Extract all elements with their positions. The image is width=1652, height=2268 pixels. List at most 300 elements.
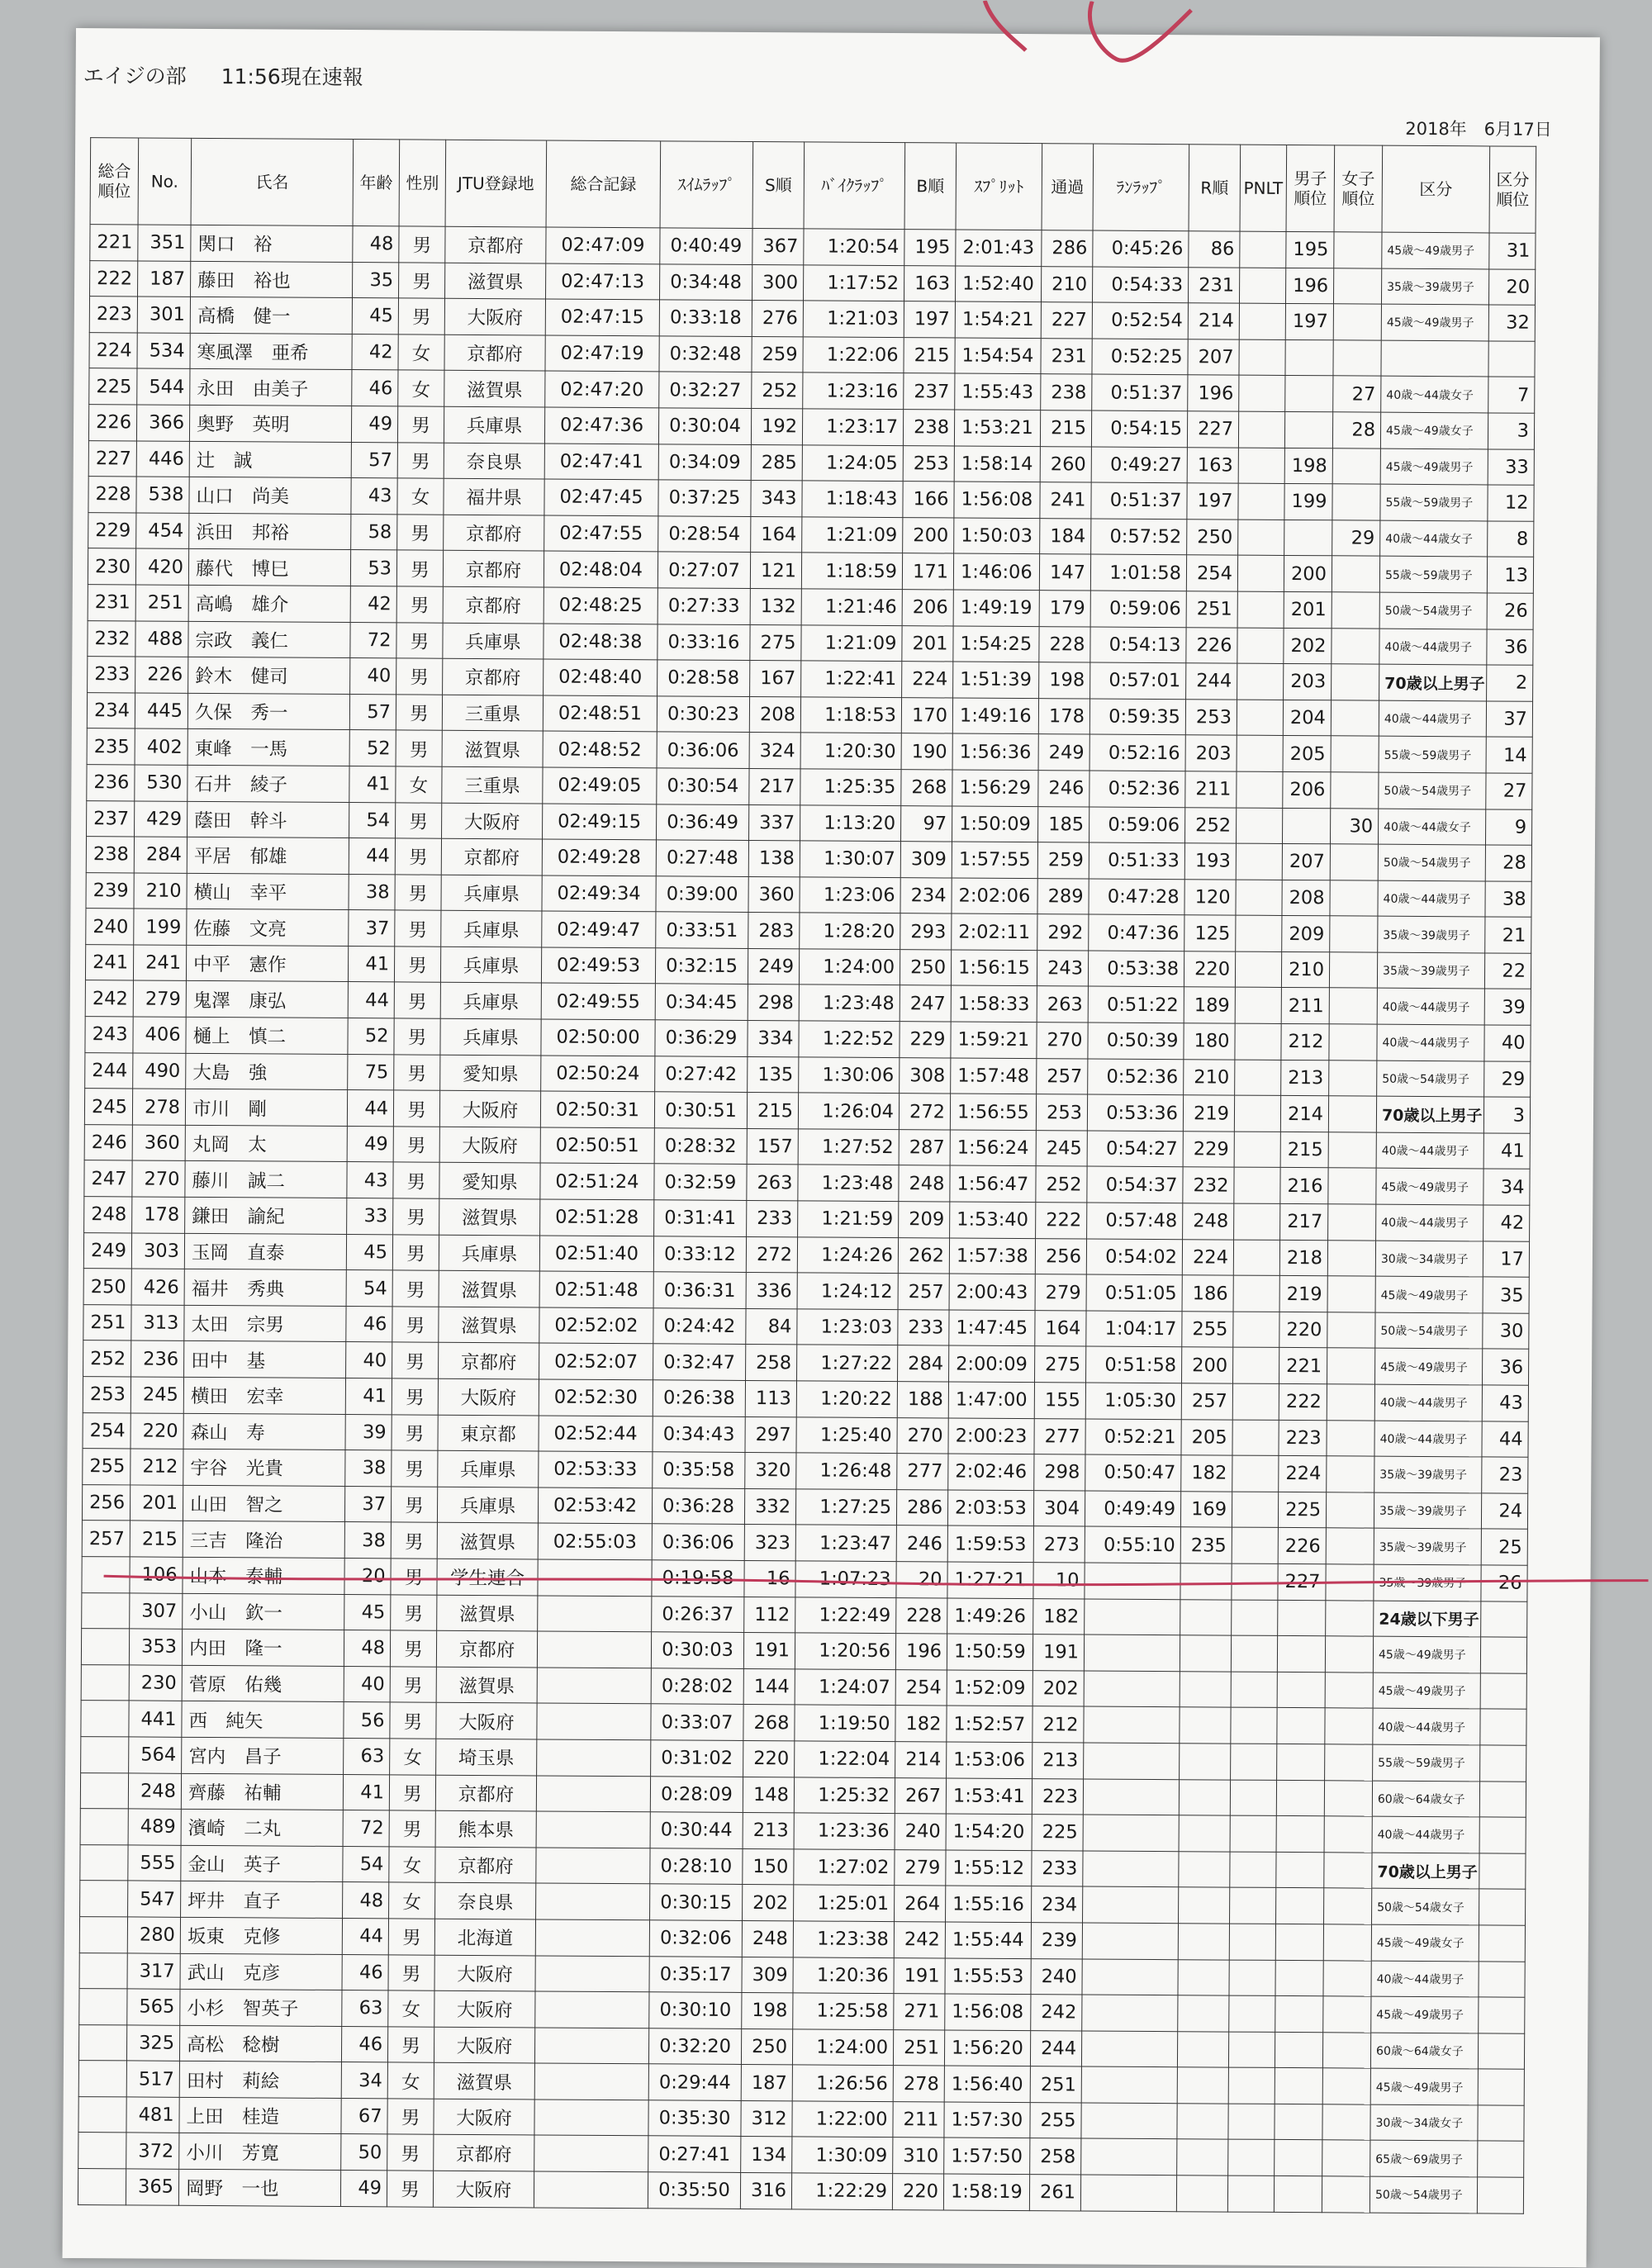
table-cell: 02:50:51 [540, 1127, 654, 1164]
table-cell: 323 [744, 1525, 795, 1561]
table-cell [1332, 484, 1380, 520]
table-cell: 211 [1185, 771, 1237, 808]
table-cell [1180, 1671, 1231, 1707]
table-cell: 167 [750, 661, 801, 697]
table-cell: 藤田 裕也 [191, 261, 353, 298]
table-cell: 210 [1184, 1059, 1235, 1095]
section-title: エイジの部 [83, 64, 187, 88]
table-cell [78, 2061, 126, 2097]
table-cell: 426 [131, 1269, 184, 1305]
table-cell: 02:48:38 [544, 624, 657, 660]
table-cell: 0:34:43 [653, 1416, 745, 1452]
table-cell: 0:59:06 [1089, 807, 1184, 843]
table-cell: 35歳～39歳男子 [1374, 1564, 1481, 1601]
table-cell: 275 [750, 624, 801, 661]
table-cell: 564 [129, 1737, 182, 1773]
table-cell: 163 [1187, 447, 1238, 483]
table-cell: 52 [349, 730, 396, 766]
column-header: ｽﾌﾟﾘｯﾄ [956, 143, 1042, 230]
table-cell [78, 2024, 126, 2061]
table-cell: 大阪府 [438, 1378, 539, 1415]
table-cell: 49 [351, 406, 397, 443]
table-cell [1236, 915, 1282, 951]
table-cell: 196 [1188, 375, 1239, 411]
table-cell: 28 [1332, 412, 1380, 448]
table-cell: 菅原 佑幾 [182, 1665, 344, 1702]
table-cell [1327, 1240, 1375, 1276]
table-cell: 1:23:36 [794, 1813, 895, 1849]
table-cell: 1:30:07 [800, 841, 900, 877]
table-cell: 235 [1180, 1527, 1232, 1563]
table-cell [1228, 2104, 1275, 2140]
table-cell: 寒風澤 亜希 [190, 333, 352, 370]
table-cell [1275, 1924, 1323, 1960]
table-cell [1234, 1132, 1280, 1168]
table-cell [1232, 1420, 1279, 1456]
table-cell: 36 [1482, 1349, 1528, 1385]
table-cell [535, 1955, 649, 1991]
table-cell: 530 [135, 765, 188, 801]
table-cell: 372 [126, 2133, 179, 2169]
table-cell [1332, 448, 1380, 484]
table-cell: 1:27:52 [798, 1129, 899, 1165]
table-cell: 小杉 智英子 [180, 1989, 342, 2026]
table-cell: 250 [900, 949, 951, 985]
table-cell: 565 [127, 1989, 180, 2025]
table-cell: 02:49:05 [543, 767, 657, 804]
table-cell [1237, 628, 1284, 664]
column-header: ｽｲﾑﾗｯﾌﾟ [660, 141, 753, 229]
table-cell: 45歳～49歳男子 [1373, 1636, 1480, 1673]
table-cell [1276, 1852, 1324, 1888]
table-cell: 久保 秀一 [188, 693, 349, 730]
table-cell: 337 [749, 804, 800, 841]
table-cell [1275, 1996, 1323, 2033]
table-cell: 272 [899, 1094, 950, 1130]
table-cell [1479, 1997, 1525, 2033]
table-cell: 251 [1030, 2066, 1081, 2103]
table-cell: 196 [895, 1634, 947, 1670]
table-cell: 446 [136, 441, 189, 477]
table-cell [1327, 1276, 1375, 1312]
table-cell: 199 [134, 909, 187, 945]
table-cell [1478, 2069, 1524, 2105]
table-cell [1322, 2104, 1370, 2141]
table-cell [1228, 2032, 1275, 2068]
table-cell [1232, 1600, 1278, 1636]
table-cell: 256 [82, 1484, 130, 1521]
table-cell [537, 1631, 651, 1668]
table-cell: 240 [86, 909, 134, 945]
sheet-date: 2018年 6月17日 [1405, 118, 1552, 140]
table-cell: 0:33:18 [659, 300, 752, 336]
table-cell: 0:54:13 [1090, 627, 1186, 663]
table-cell [78, 2096, 126, 2133]
table-cell [1084, 1743, 1180, 1779]
table-cell [1235, 1060, 1281, 1096]
table-cell [1330, 880, 1378, 916]
table-cell: 184 [1040, 518, 1091, 554]
table-cell: 227 [1278, 1563, 1326, 1600]
table-cell: 246 [84, 1124, 132, 1160]
table-cell [1238, 448, 1284, 484]
table-cell: 169 [1180, 1491, 1232, 1527]
table-cell [1478, 2105, 1524, 2142]
table-cell [1082, 1958, 1178, 1995]
table-cell: 0:52:25 [1092, 339, 1188, 375]
table-cell: 大阪府 [444, 298, 545, 335]
table-cell: 1:25:35 [800, 769, 901, 805]
table-cell: 1:28:20 [800, 913, 900, 949]
table-cell: 男 [399, 262, 445, 298]
table-cell: 38 [344, 1522, 391, 1559]
table-cell: 23 [1482, 1457, 1528, 1493]
table-cell: 02:47:15 [545, 299, 659, 335]
table-cell: 65歳～69歳男子 [1370, 2141, 1478, 2177]
table-cell [80, 1844, 128, 1881]
table-cell: 1:20:54 [804, 229, 904, 265]
table-cell [1480, 1673, 1526, 1710]
table-cell: 0:32:20 [648, 2028, 741, 2064]
table-cell: 40 [350, 658, 396, 695]
table-cell: 188 [897, 1382, 948, 1418]
table-cell: 1:47:45 [949, 1310, 1035, 1346]
table-cell: 202 [1284, 628, 1332, 664]
table-cell: 1:23:47 [795, 1525, 896, 1561]
table-cell: 208 [749, 696, 800, 733]
table-cell: 63 [344, 1738, 390, 1774]
table-cell: 1:51:39 [953, 662, 1039, 698]
table-cell: 270 [1037, 1022, 1088, 1059]
table-cell: 女 [397, 478, 444, 515]
table-cell: 0:30:10 [649, 1992, 742, 2028]
table-cell: 97 [901, 805, 952, 842]
table-cell: 女 [388, 1990, 434, 2027]
table-cell: 27 [1333, 376, 1381, 412]
table-cell: 0:28:10 [650, 1848, 743, 1885]
table-cell [1381, 340, 1488, 377]
table-cell: 406 [133, 1017, 186, 1053]
table-cell: 1:13:20 [800, 804, 901, 841]
table-cell [1238, 483, 1284, 520]
table-cell: 45歳～49歳男子 [1373, 1673, 1480, 1709]
table-cell: 0:33:12 [653, 1236, 746, 1272]
table-cell: 武山 克彦 [180, 1953, 342, 1990]
table-cell: 1:50:03 [954, 518, 1040, 554]
table-cell: 40 [1484, 1025, 1531, 1061]
table-cell [1331, 772, 1379, 809]
table-cell [1324, 1852, 1372, 1888]
table-cell: 199 [1284, 484, 1332, 520]
table-cell: 45歳～49歳男子 [1376, 1169, 1483, 1205]
table-cell: 0:49:49 [1085, 1491, 1180, 1527]
table-cell: 1:24:07 [795, 1669, 895, 1706]
table-cell: 0:53:38 [1088, 951, 1184, 987]
table-cell: 0:36:06 [652, 1524, 744, 1560]
table-cell: 0:52:36 [1089, 771, 1185, 807]
table-cell: 佐藤 文亮 [187, 909, 349, 947]
table-cell: 0:35:17 [649, 1956, 742, 1992]
table-cell: 44 [347, 1090, 393, 1127]
table-cell: 248 [84, 1197, 132, 1233]
table-cell: 1:07:23 [795, 1561, 896, 1597]
table-cell [1177, 2139, 1228, 2175]
table-cell: 138 [748, 841, 800, 877]
table-cell: 02:50:00 [541, 1019, 655, 1056]
table-cell: 148 [743, 1777, 794, 1813]
table-cell: 山口 尚美 [189, 477, 351, 515]
table-cell: 大阪府 [439, 1090, 540, 1127]
table-cell: 225 [1032, 1815, 1083, 1851]
table-cell: 259 [1037, 842, 1089, 879]
table-cell: 2:00:23 [948, 1418, 1034, 1454]
column-header: R順 [1189, 145, 1241, 231]
table-cell [1231, 1744, 1277, 1780]
table-cell: 男 [397, 406, 444, 443]
table-cell: 242 [894, 1921, 945, 1957]
table-cell: 40歳～44歳女子 [1380, 520, 1488, 557]
table-cell: 238 [1041, 374, 1092, 410]
table-cell: 02:48:04 [544, 551, 657, 587]
table-cell: 180 [1184, 1023, 1235, 1060]
table-cell: 287 [899, 1129, 950, 1165]
table-cell: 西 純矢 [182, 1701, 344, 1739]
table-cell: 1:53:41 [946, 1778, 1032, 1815]
table-cell [1479, 1889, 1526, 1925]
table-cell [1332, 664, 1379, 700]
table-cell: 44 [348, 982, 394, 1018]
table-cell: 0:34:09 [658, 444, 751, 480]
table-cell [1082, 1995, 1178, 2031]
table-cell: 40歳～44歳男子 [1373, 1708, 1480, 1744]
table-cell: 1:23:48 [798, 1165, 899, 1201]
table-cell: 0:52:36 [1088, 1059, 1184, 1095]
table-cell: 1:56:24 [950, 1130, 1036, 1166]
table-cell: 男 [396, 550, 443, 586]
table-cell [1334, 232, 1382, 268]
table-cell: 宮内 昌子 [182, 1737, 344, 1774]
table-cell: 39 [1484, 989, 1531, 1025]
table-cell: 0:36:28 [652, 1488, 744, 1525]
table-cell: 234 [1032, 1886, 1083, 1923]
table-cell: 02:48:51 [543, 695, 657, 732]
table-cell: 243 [1037, 951, 1088, 987]
table-cell: 0:35:58 [653, 1452, 745, 1488]
table-cell: 宇谷 光貴 [183, 1450, 345, 1487]
table-cell: 1:56:29 [952, 770, 1038, 806]
table-cell: 02:50:31 [540, 1091, 654, 1127]
table-cell: 太田 宗男 [184, 1305, 346, 1342]
table-cell: 276 [752, 301, 803, 337]
table-cell [1178, 1959, 1229, 1995]
table-cell: 滋賀県 [436, 1667, 537, 1703]
table-cell: 55歳～59歳男子 [1373, 1744, 1480, 1781]
table-cell: 兵庫県 [440, 947, 541, 983]
table-cell: 坂東 克修 [180, 1917, 342, 1954]
table-cell: 52 [348, 1018, 394, 1055]
table-cell: 246 [896, 1525, 947, 1562]
table-cell [1237, 735, 1283, 771]
table-cell [1081, 2031, 1177, 2067]
table-cell: 大阪府 [434, 2027, 534, 2063]
table-cell: 滋賀県 [445, 263, 546, 299]
table-cell: 02:47:19 [545, 335, 659, 372]
table-cell [1479, 1853, 1526, 1890]
table-cell: 289 [1037, 878, 1089, 914]
table-cell: 257 [1181, 1383, 1232, 1420]
table-cell: 198 [1284, 448, 1332, 484]
table-cell [1231, 1707, 1277, 1744]
table-cell: 1:17:52 [804, 264, 904, 301]
table-cell [79, 1916, 127, 1952]
table-cell: 246 [1038, 771, 1089, 807]
table-cell: 0:39:00 [656, 875, 748, 912]
table-cell: 42 [350, 586, 396, 622]
table-cell: 1:55:16 [946, 1886, 1032, 1922]
table-cell [1478, 2033, 1524, 2070]
table-cell [1322, 2140, 1370, 2176]
table-cell: 189 [1184, 987, 1235, 1023]
table-cell: 222 [1279, 1383, 1327, 1420]
table-cell: 京都府 [439, 1343, 539, 1379]
table-cell: 1:24:00 [799, 949, 900, 985]
table-cell [1327, 1456, 1374, 1492]
table-cell: 283 [748, 913, 800, 949]
table-cell: 0:24:42 [653, 1308, 746, 1345]
table-cell: 0:32:48 [659, 336, 752, 372]
table-cell: 279 [133, 980, 186, 1017]
table-cell: 317 [127, 1952, 180, 1989]
table-cell: 1:24:05 [802, 444, 903, 481]
table-cell: 男 [398, 298, 444, 335]
table-cell [1176, 2175, 1227, 2212]
table-cell: 0:54:02 [1086, 1239, 1182, 1275]
table-cell: 02:49:55 [541, 983, 655, 1019]
table-cell: 0:57:48 [1087, 1203, 1183, 1239]
table-cell: 303 [131, 1233, 184, 1269]
table-cell: 222 [90, 260, 138, 297]
table-cell: 44 [349, 838, 395, 875]
table-cell: 0:54:27 [1087, 1131, 1183, 1167]
table-cell [1275, 2068, 1322, 2104]
table-cell: 02:51:48 [539, 1271, 653, 1307]
table-cell: 223 [1032, 1778, 1083, 1815]
table-cell: 244 [1030, 2030, 1081, 2066]
table-cell: 35 [353, 262, 399, 298]
table-cell: 219 [1183, 1095, 1234, 1132]
table-cell [1227, 2175, 1274, 2212]
table-cell: 鈴木 健司 [188, 657, 350, 694]
table-cell: 高橋 健一 [190, 297, 352, 335]
table-cell: 45 [346, 1234, 392, 1270]
table-cell: 0:35:30 [648, 2100, 741, 2137]
column-header: S順 [752, 142, 805, 229]
table-cell: 02:49:34 [542, 875, 656, 912]
table-cell: 02:49:53 [541, 947, 655, 984]
table-cell: 1:18:53 [800, 697, 901, 733]
table-cell: 252 [752, 372, 803, 409]
table-cell: 46 [346, 1306, 392, 1342]
table-cell: 0:27:33 [657, 588, 750, 624]
table-cell: 愛知県 [439, 1163, 540, 1199]
table-cell: 0:40:49 [660, 228, 752, 264]
table-cell: 324 [749, 733, 800, 769]
table-cell: 鬼澤 康弘 [186, 981, 348, 1018]
table-cell: 144 [743, 1668, 795, 1705]
table-cell: 0:59:06 [1090, 591, 1186, 627]
table-cell: 233 [1032, 1850, 1083, 1886]
table-cell: 490 [133, 1053, 186, 1089]
table-cell: 0:37:25 [658, 480, 751, 516]
table-cell: 48 [344, 1630, 390, 1667]
table-cell: 1:56:47 [950, 1165, 1036, 1202]
table-cell: 135 [748, 1056, 799, 1093]
table-cell: 女 [389, 1847, 435, 1883]
table-cell: 1:20:30 [800, 733, 901, 769]
table-cell: 236 [131, 1340, 184, 1377]
table-cell: 242 [85, 980, 133, 1017]
table-cell: 男 [392, 1307, 439, 1343]
table-cell: 1:27:25 [795, 1489, 896, 1525]
table-cell: 226 [1278, 1528, 1326, 1564]
table-cell: 267 [895, 1777, 946, 1814]
table-cell: 男 [387, 2099, 434, 2135]
table-cell: 185 [1038, 806, 1089, 842]
table-cell: 279 [895, 1849, 946, 1886]
table-cell: 滋賀県 [437, 1595, 538, 1631]
table-cell [1235, 1023, 1281, 1060]
table-cell: 248 [742, 1920, 793, 1957]
table-cell: 男 [387, 2171, 433, 2207]
table-cell: 1:49:26 [947, 1598, 1033, 1635]
table-cell: 216 [1280, 1168, 1328, 1204]
table-cell: 35歳～39歳男子 [1378, 916, 1485, 952]
table-cell: 248 [1183, 1203, 1234, 1240]
table-cell: 208 [1282, 880, 1330, 916]
table-cell: 37 [344, 1486, 391, 1522]
table-cell: 544 [137, 368, 190, 405]
table-cell: 255 [83, 1449, 131, 1485]
table-cell: 221 [1279, 1348, 1327, 1384]
table-cell: 1:25:01 [794, 1885, 895, 1921]
table-cell: 兵庫県 [440, 1018, 541, 1055]
table-cell: 0:35:50 [648, 2172, 740, 2209]
table-cell [1481, 1601, 1527, 1637]
table-cell: 40歳～44歳男子 [1376, 1204, 1483, 1241]
table-cell: 275 [1035, 1346, 1086, 1383]
table-cell: 高松 稔樹 [179, 2025, 341, 2062]
table-cell: 445 [135, 693, 188, 729]
table-cell [1232, 1563, 1278, 1600]
table-cell: 45歳～49歳男子 [1375, 1276, 1483, 1312]
table-cell: 273 [1033, 1526, 1085, 1563]
table-cell: 0:32:27 [659, 372, 752, 408]
table-cell: 1:59:53 [947, 1525, 1033, 1562]
table-cell: 198 [742, 1993, 793, 2029]
table-cell: 男 [392, 1450, 438, 1487]
table-cell: 277 [897, 1454, 948, 1490]
table-cell [1232, 1383, 1279, 1420]
table-cell: 0:59:35 [1089, 699, 1185, 735]
table-cell: 山田 智之 [183, 1485, 344, 1522]
table-cell: 106 [130, 1557, 183, 1593]
table-cell: 179 [1039, 591, 1090, 627]
table-cell: 182 [1033, 1598, 1085, 1635]
table-cell [81, 1701, 129, 1737]
table-cell: 53 [350, 550, 396, 586]
table-cell: 滋賀県 [437, 1523, 538, 1559]
table-cell: 45歳～49歳男子 [1371, 1996, 1479, 2033]
